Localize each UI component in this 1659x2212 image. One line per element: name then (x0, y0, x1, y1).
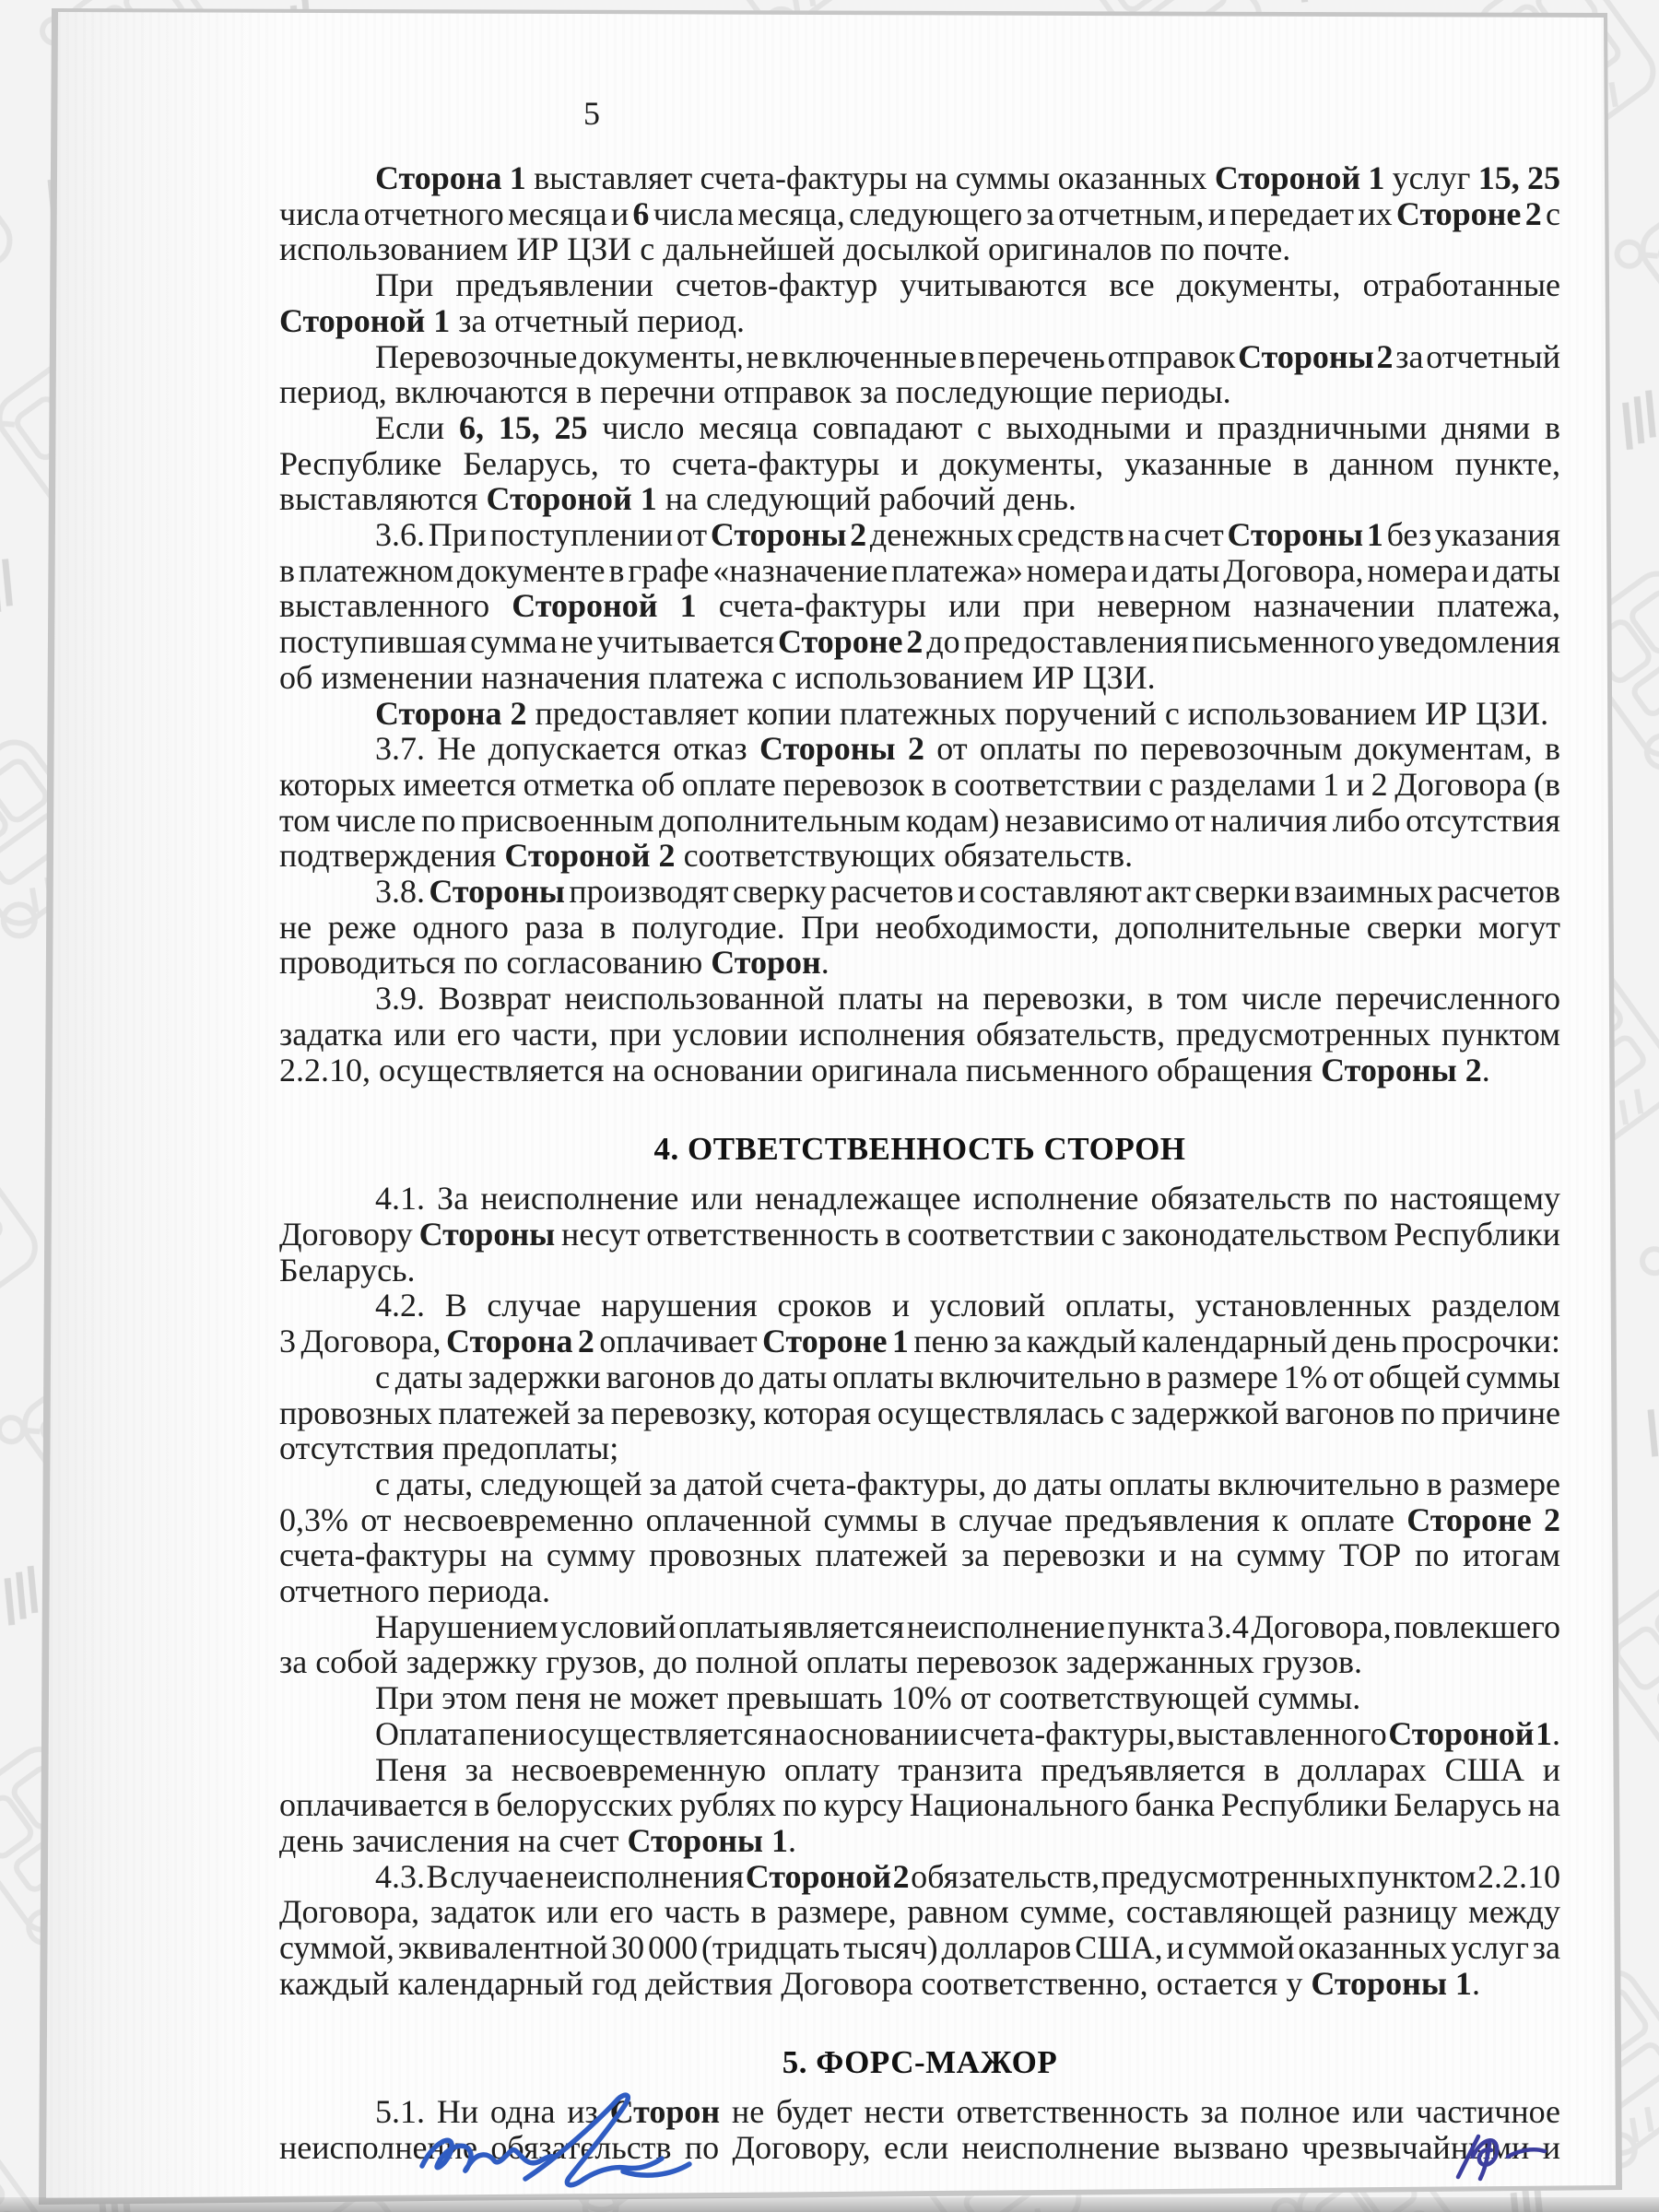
text-line: числа отчетного месяца и 6 числа месяца, следующего за отчетным, и передает их Стороне 2 с (279, 194, 1560, 232)
text-line: оплачивается в белорусских рублях по курсу Национального банка Республики Беларусь на (279, 1786, 1560, 1824)
text-line: об изменении назначения платежа с использованием ИР ЦЗИ. (279, 658, 1156, 696)
text-line: 3.8. Стороны производят сверку расчетов и составляют акт сверки взаимных расчетов (375, 873, 1561, 911)
paragraph (279, 1609, 1560, 1680)
text-line: подтверждения Стороной 2 соответствующих обязательств. (279, 837, 1134, 875)
text-line: выставленного Стороной 1 счета-фактуры или при неверном назначении платежа, (279, 587, 1560, 625)
text-line: Сторона 2 предоставляет копии платежных поручений с использованием ИР ЦЗИ. (375, 694, 1549, 732)
document-content (279, 96, 1560, 2166)
text-line: 4.1. За неисполнение или ненадлежащее исполнение обязательств по настоящему (375, 1180, 1560, 1218)
paragraph (279, 1359, 1560, 1466)
text-line: отчетного периода. (279, 1572, 550, 1610)
text-line: Сторона 1 выставляет счета-фактуры на суммы оказанных Стороной 1 услуг 15, 25 (375, 159, 1561, 196)
text-line: которых имеется отметка об оплате перевозок в соответствии с разделами 1 и 2 Договора (в (279, 765, 1560, 803)
text-line: Договору Стороны несут ответственность в соответствии с законодательством Республики (279, 1215, 1560, 1253)
text-line: 3.9. Возврат неиспользованной платы на перевозки, в том числе перечисленного (375, 980, 1560, 1018)
handwritten-initials-mark (1445, 2127, 1565, 2186)
text-line: каждый календарный год действия Договора соответственно, остается у Стороны 1. (279, 1964, 1480, 2002)
paragraph (279, 339, 1560, 410)
text-line: Беларусь. (279, 1251, 416, 1288)
text-line: счета-фактуры на сумму провозных платежей за перевозки и на сумму ТОР по итогам (279, 1536, 1560, 1574)
text-line: провозных платежей за перевозку, которая осуществлялась с задержкой вагонов по причине (279, 1394, 1560, 1431)
section-heading: 4. ОТВЕТСТВЕННОСТЬ СТОРОН (653, 1131, 1186, 1168)
text-line: с даты задержки вагонов до даты оплаты включительно в размере 1% от общей суммы (375, 1358, 1560, 1395)
text-line: использованием ИР ЦЗИ с дальнейшей досылкой оригиналов по почте. (279, 230, 1291, 268)
text-line: не реже одного раза в полугодие. При необходимости, дополнительные сверки могут (279, 908, 1560, 946)
paragraph (279, 731, 1560, 874)
page-header (279, 96, 1560, 133)
text-line: 4.3. В случае неисполнения Стороной 2 обязательств, предусмотренных пунктом 2.2.10 (375, 1857, 1560, 1895)
paragraph (279, 696, 1560, 732)
paragraph (279, 267, 1560, 338)
handwritten-signature (417, 2088, 693, 2197)
text-line: день зачисления на счет Стороны 1. (279, 1821, 797, 1859)
text-line: Перевозочные документы, не включенные в перечень отправок Стороны 2 за отчетный (375, 337, 1560, 375)
text-line: Пеня за несвоевременную оплату транзита предъявляется в долларах США и (375, 1750, 1560, 1788)
text-line: за собой задержку грузов, до полной оплаты перевозок задержанных грузов. (279, 1643, 1363, 1681)
text-line: При этом пеня не может превышать 10% от соответствующей суммы. (375, 1679, 1361, 1717)
text-line: выставляются Стороной 1 на следующий рабочий день. (279, 480, 1077, 518)
text-line: поступившая сумма не учитывается Стороне 2 до предоставления письменного уведомления (279, 623, 1560, 661)
text-line: Нарушением условий оплаты является неисполнение пункта 3.4 Договора, повлекшего (375, 1607, 1560, 1645)
text-line: суммой, эквивалентной 30 000 (тридцать тысяч) долларов США, и суммой оказанных услуг за (279, 1929, 1560, 1967)
paragraph (279, 410, 1560, 517)
document-body (279, 160, 1560, 2166)
text-line: 3.6. При поступлении от Стороны 2 денежных средств на счет Стороны 1 без указания (375, 516, 1561, 554)
text-line: Оплата пени осуществляется на основании счета-фактуры, выставленного Стороной 1. (375, 1714, 1560, 1752)
paragraph (279, 981, 1560, 1088)
text-line: задатка или его части, при условии исполнения обязательств, предусмотренных пунктом (279, 1015, 1560, 1053)
text-line: проводиться по согласованию Сторон. (279, 944, 830, 982)
text-line: 4.2. В случае нарушения сроков и условий оплаты, установленных разделом (375, 1287, 1560, 1324)
text-line: Договора, задаток или его часть в размере, равном сумме, составляющей разницу между (279, 1893, 1560, 1931)
paragraph (279, 1716, 1560, 1752)
text-line: с даты, следующей за датой счета-фактуры, до даты оплаты включительно в размере (375, 1465, 1560, 1502)
text-line: Республике Беларусь, то счета-фактуры и документы, указанные в данном пункте, (279, 444, 1560, 482)
text-line: период, включаются в перечни отправок за последующие периоды. (279, 373, 1231, 411)
text-line: отсутствия предоплаты; (279, 1430, 619, 1467)
text-line: 3.7. Не допускается отказ Стороны 2 от оплаты по перевозочным документам, в (375, 730, 1560, 768)
text-line: том числе по присвоенным дополнительным кодам) независимо от наличия либо отсутствия (279, 801, 1560, 839)
paragraph (279, 1680, 1560, 1716)
text-line: в платежном документе в графе «назначение платежа» номера и даты Договора, номера и даты (279, 551, 1560, 589)
paragraph (279, 517, 1560, 696)
text-line: 5.1. Ни одна из Сторон не будет нести ответственность за полное или частичное (375, 2093, 1560, 2131)
paragraph (279, 1752, 1560, 1859)
section-heading: 5. ФОРС-МАЖОР (782, 2044, 1058, 2081)
paragraph (279, 1859, 1560, 2002)
page-number: 5 (583, 95, 600, 132)
text-line: При предъявлении счетов-фактур учитываются все документы, отработанные (375, 266, 1560, 304)
text-line: 2.2.10, осуществляется на основании оригинала письменного обращения Стороны 2. (279, 1051, 1490, 1088)
text-line: 3 Договора, Сторона 2 оплачивает Стороне 1 пеню за каждый календарный день просрочки: (279, 1323, 1561, 1360)
scan-edge-band (0, 2197, 1659, 2212)
text-line: неисполнение обязательств по Договору, если неисполнение вызвано чрезвычайными и (279, 2129, 1560, 2167)
paragraph (279, 1466, 1560, 1609)
text-line: 0,3% от несвоевременно оплаченной суммы в случае предъявления к оплате Стороне 2 (279, 1500, 1560, 1538)
paragraph (279, 1181, 1560, 1288)
paragraph (279, 160, 1560, 267)
text-line: Стороной 1 за отчетный период. (279, 301, 746, 339)
paragraph (279, 874, 1560, 981)
text-line: Если 6, 15, 25 число месяца совпадают с выходными и праздничными днями в (375, 408, 1561, 446)
paragraph (279, 1288, 1560, 1359)
